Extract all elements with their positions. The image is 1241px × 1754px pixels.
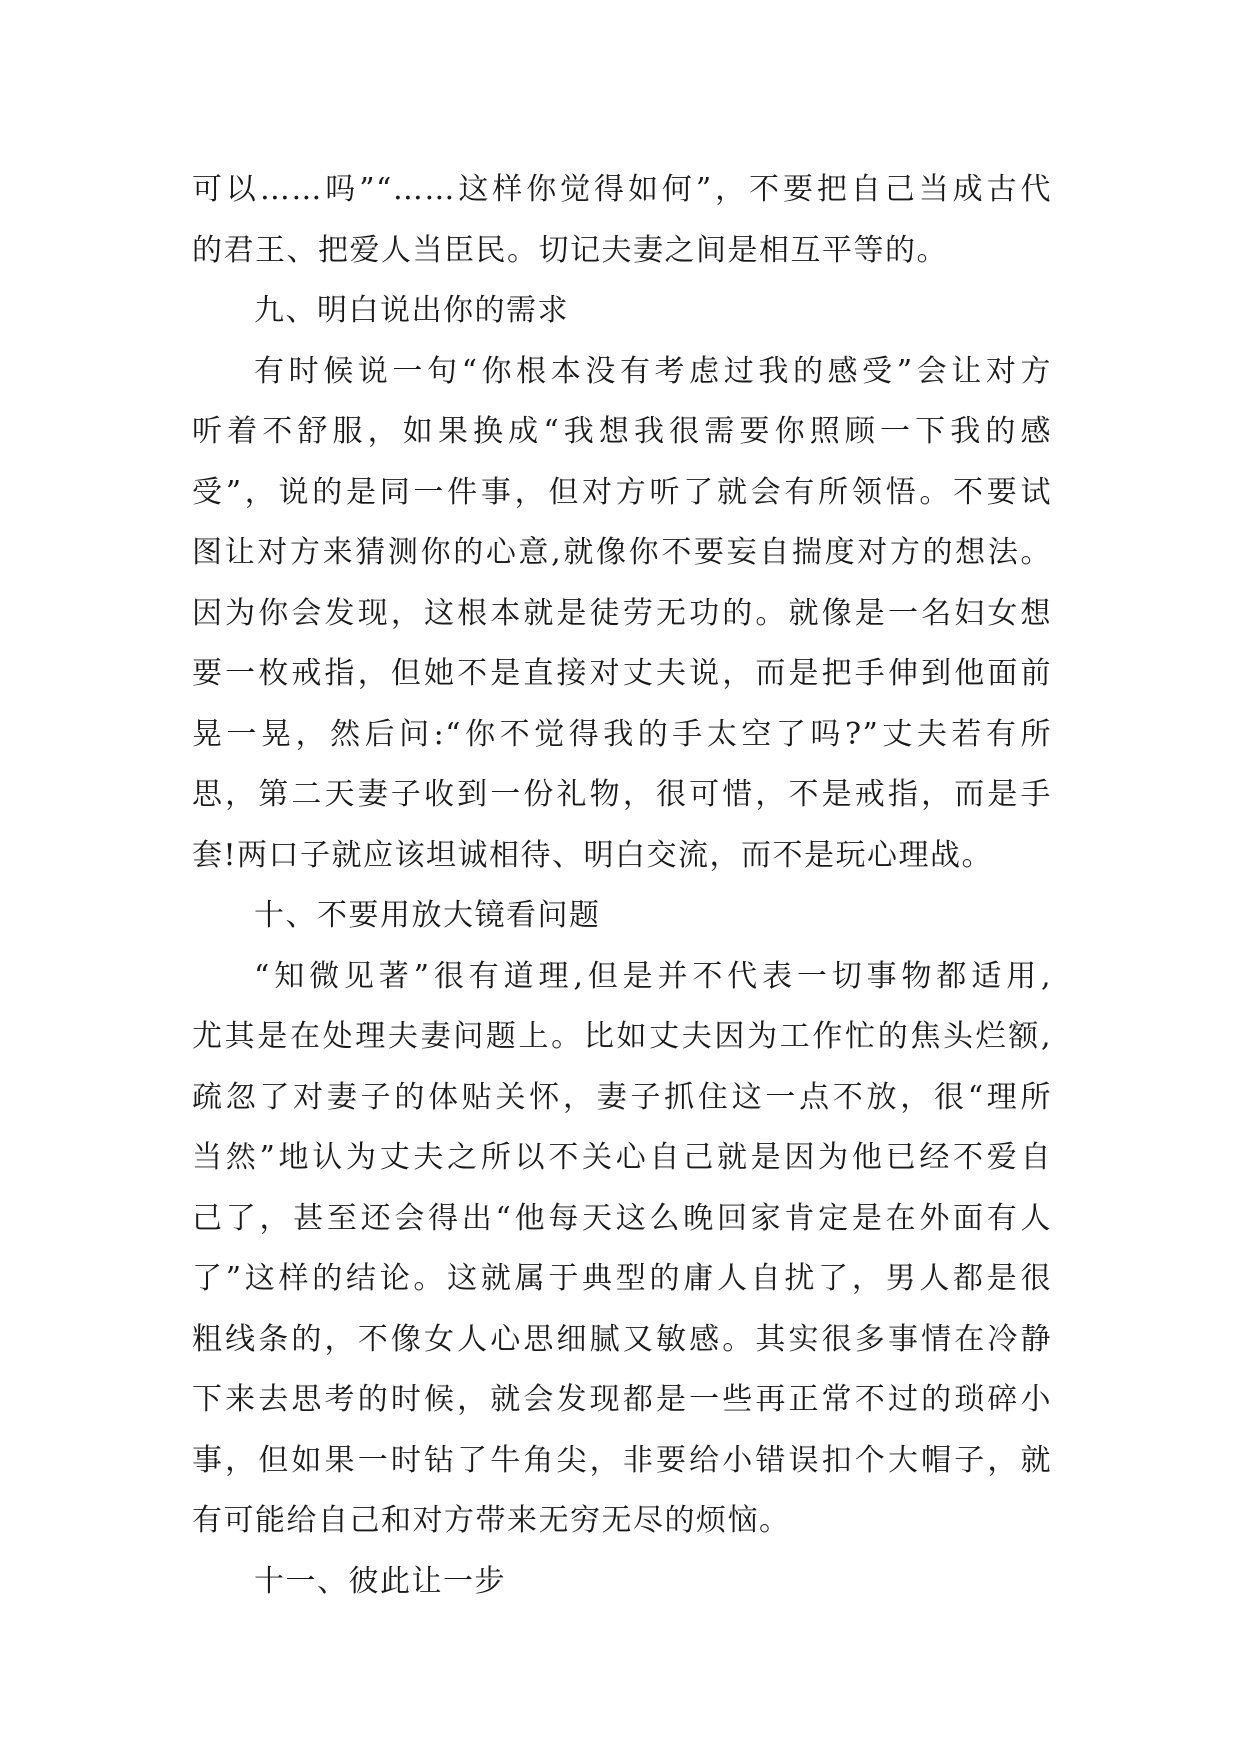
text-line: 事，但如果一时钻了牛角尖，非要给小错误扣个大帽子，就 xyxy=(192,1442,1052,1478)
text-line: 思，第二天妻子收到一份礼物，很可惜，不是戒指，而是手 xyxy=(192,777,1052,812)
text-line: 听着不舒服，如果换成“我想我很需要你照顾一下我的感 xyxy=(192,414,1052,449)
text-line: “知微见著”很有道理,但是并不代表一切事物都适用, xyxy=(254,958,1052,994)
text-line: 要一枚戒指，但她不是直接对丈夫说，而是把手伸到他面前 xyxy=(192,656,1052,691)
text-line: 有可能给自己和对方带来无穷无尽的烦恼。 xyxy=(192,1503,791,1538)
text-line: 疏忽了对妻子的体贴关怀，妻子抓住这一点不放，很“理所 xyxy=(192,1079,1052,1115)
text-line: 可以……吗”“……这样你觉得如何”，不要把自己当成古代 xyxy=(192,172,1052,207)
text-line: 己了，甚至还会得出“他每天这么晚回家肯定是在外面有人 xyxy=(192,1200,1052,1236)
section-heading: 十、不要用放大镜看问题 xyxy=(254,898,601,933)
document-body xyxy=(192,160,1052,1612)
text-line: 了”这样的结论。这就属于典型的庸人自扰了，男人都是很 xyxy=(192,1261,1052,1296)
text-line: 套!两口子就应该坦诚相待、明白交流，而不是玩心理战。 xyxy=(192,837,994,873)
text-line: 因为你会发现，这根本就是徒劳无功的。就像是一名妇女想 xyxy=(192,595,1052,631)
text-line: 晃一晃，然后问:“你不觉得我的手太空了吗?”丈夫若有所 xyxy=(192,716,1052,752)
section-heading: 九、明白说出你的需求 xyxy=(254,293,569,328)
text-line: 图让对方来猜测你的心意,就像你不要妄自揣度对方的想法。 xyxy=(192,535,1052,570)
text-line: 下来去思考的时候，就会发现都是一些再正常不过的琐碎小 xyxy=(192,1382,1052,1417)
section-heading: 十一、彼此让一步 xyxy=(254,1563,506,1599)
text-line: 尤其是在处理夫妻问题上。比如丈夫因为工作忙的焦头烂额, xyxy=(192,1019,1052,1054)
text-line: 受”，说的是同一件事，但对方听了就会有所领悟。不要试 xyxy=(192,474,1052,510)
text-line: 有时候说一句“你根本没有考虑过我的感受”会让对方 xyxy=(254,353,1052,389)
text-line: 当然”地认为丈夫之所以不关心自己就是因为他已经不爱自 xyxy=(192,1140,1052,1175)
text-line: 粗线条的，不像女人心思细腻又敏感。其实很多事情在冷静 xyxy=(192,1321,1052,1357)
text-line: 的君王、把爱人当臣民。切记夫妻之间是相互平等的。 xyxy=(192,232,948,268)
